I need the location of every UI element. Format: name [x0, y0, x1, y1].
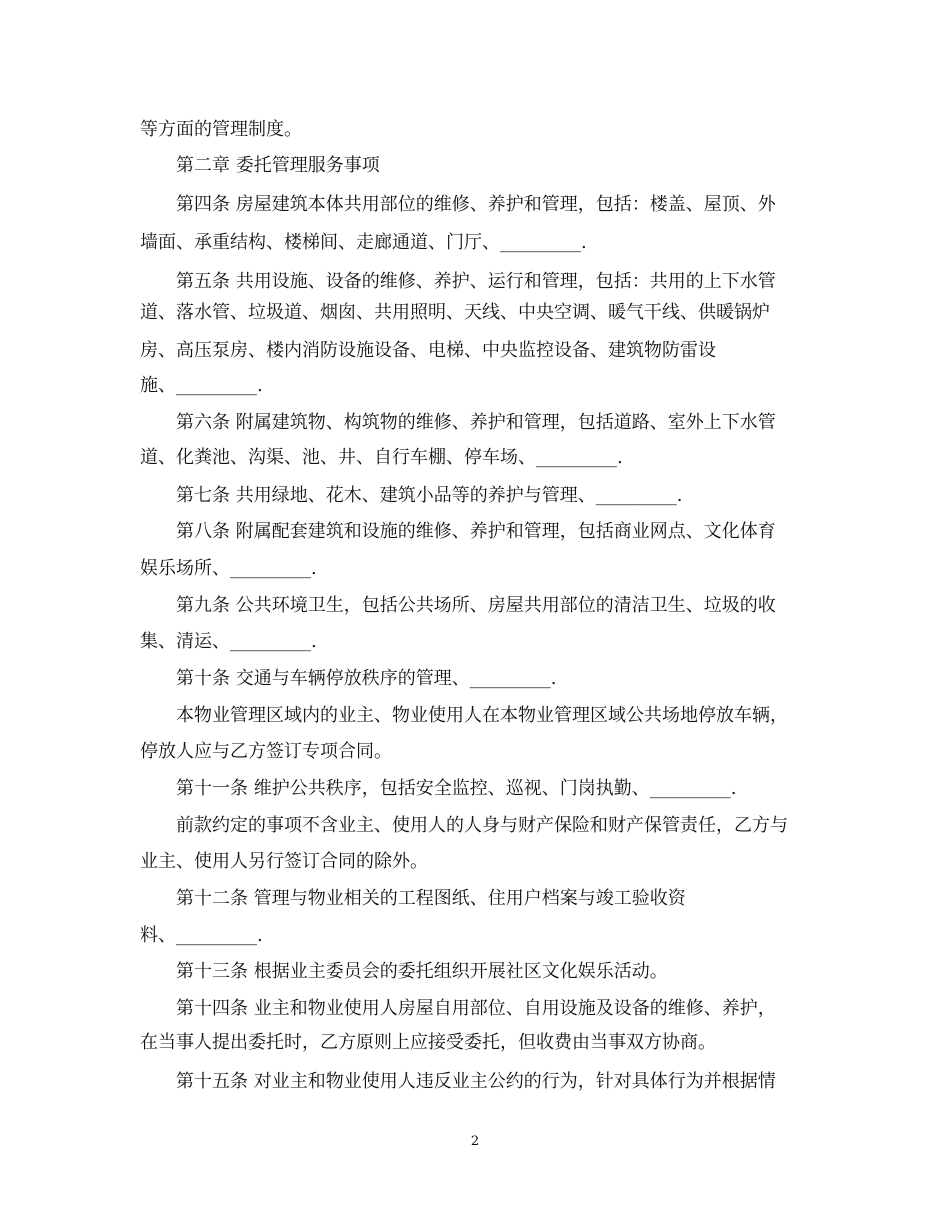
- text-line: 施、_________.: [140, 375, 263, 396]
- text-line: 房、高压泵房、楼内消防设施设备、电梯、中央监控设备、建筑物防雷设: [140, 340, 716, 361]
- text-line: 道、化粪池、沟渠、池、井、自行车棚、停车场、_________.: [140, 447, 623, 468]
- text-line: 第十条 交通与车辆停放秩序的管理、_________.: [176, 668, 557, 689]
- text-line: 墙面、承重结构、楼梯间、走廊通道、门厅、_________.: [140, 232, 587, 253]
- text-line: 本物业管理区域内的业主、物业使用人在本物业管理区域公共场地停放车辆，: [176, 705, 788, 726]
- text-line: 第八条 附属配套建筑和设施的维修、养护和管理，包括商业网点、文化体育: [176, 521, 776, 542]
- text-line: 集、清运、_________.: [140, 631, 317, 652]
- page-number: 2: [470, 1134, 480, 1149]
- text-line: 第七条 共用绿地、花木、建筑小品等的养护与管理、_________.: [176, 485, 683, 506]
- text-line: 道、落水管、垃圾道、烟囱、共用照明、天线、中央空调、暖气干线、供暖锅炉: [140, 302, 770, 323]
- text-line: 第十四条 业主和物业使用人房屋自用部位、自用设施及设备的维修、养护，: [176, 998, 776, 1019]
- text-line: 在当事人提出委托时，乙方原则上应接受委托，但收费由当事双方协商。: [140, 1032, 716, 1053]
- text-line: 前款约定的事项不含业主、使用人的人身与财产保险和财产保管责任，乙方与: [176, 815, 788, 836]
- text-line: 停放人应与乙方签订专项合同。: [140, 741, 392, 762]
- text-line: 第五条 共用设施、设备的维修、养护、运行和管理，包括：共用的上下水管: [176, 271, 776, 292]
- text-line: 第十三条 根据业主委员会的委托组织开展社区文化娱乐活动。: [176, 961, 668, 982]
- text-line: 料、_________.: [140, 925, 263, 946]
- text-line: 第十五条 对业主和物业使用人违反业主公约的行为，针对具体行为并根据情: [176, 1071, 776, 1092]
- text-line: 第六条 附属建筑物、构筑物的维修、养护和管理，包括道路、室外上下水管: [176, 412, 776, 433]
- text-line: 娱乐场所、_________.: [140, 558, 317, 579]
- text-line: 第四条 房屋建筑本体共用部位的维修、养护和管理，包括：楼盖、屋顶、外: [176, 194, 776, 215]
- text-line: 第九条 公共环境卫生，包括公共场所、房屋共用部位的清洁卫生、垃圾的收: [176, 595, 776, 616]
- text-line: 第十一条 维护公共秩序，包括安全监控、巡视、门岗执勤、_________.: [176, 778, 737, 799]
- text-line: 业主、使用人另行签订合同的除外。: [140, 851, 428, 872]
- text-line: 等方面的管理制度。: [140, 119, 302, 140]
- text-line: 第十二条 管理与物业相关的工程图纸、住用户档案与竣工验收资: [176, 888, 686, 909]
- chapter-heading: 第二章 委托管理服务事项: [176, 155, 380, 176]
